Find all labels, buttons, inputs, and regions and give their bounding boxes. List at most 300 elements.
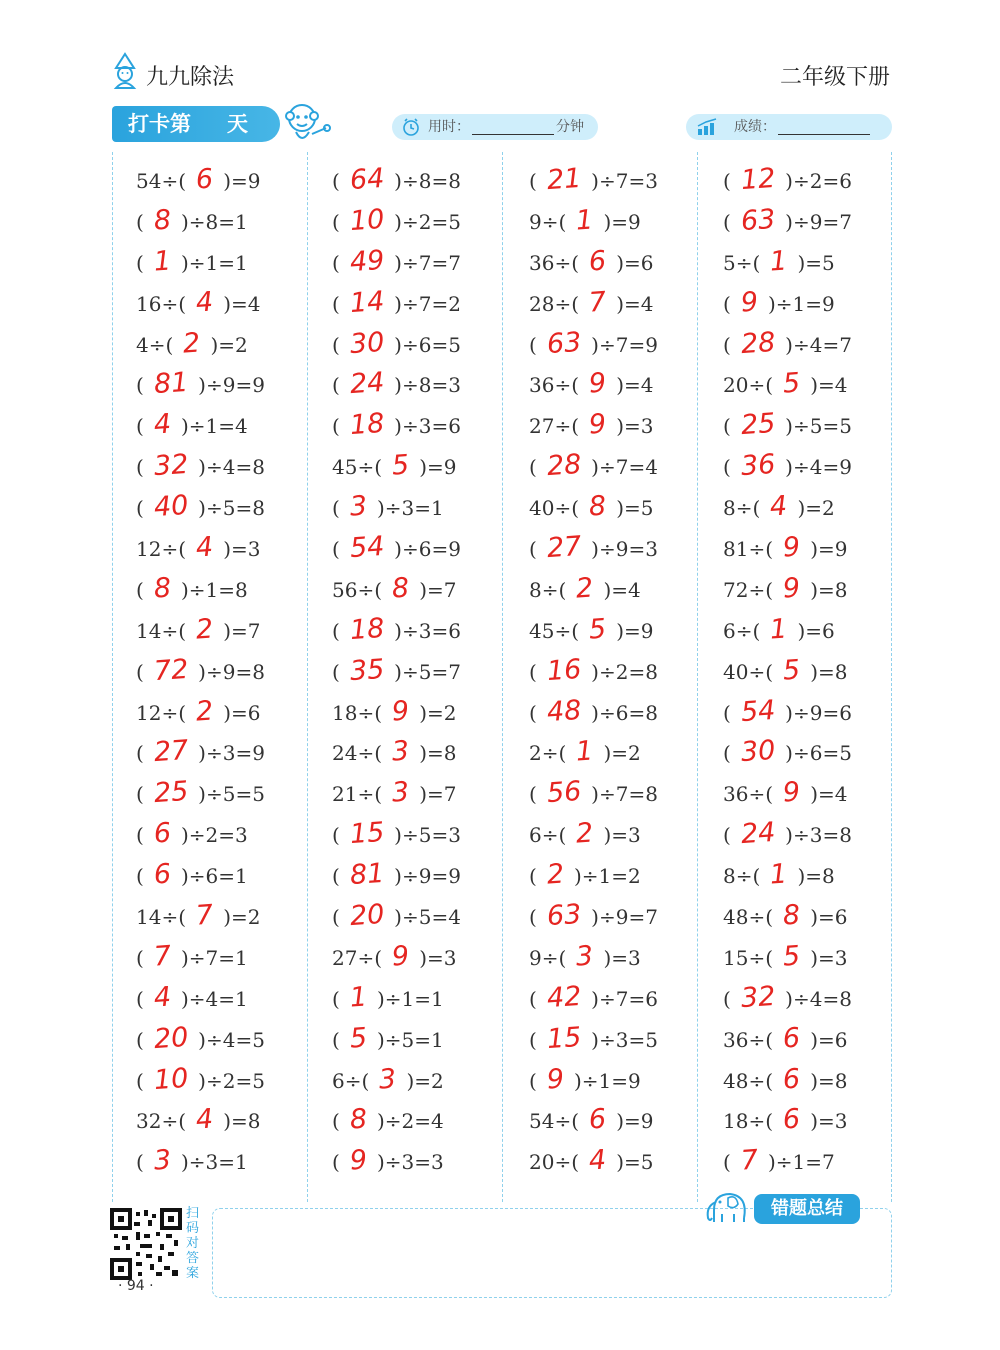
checkin-tab xyxy=(112,106,280,142)
problem-row xyxy=(529,896,658,937)
problem-suffix: )=3 xyxy=(603,823,641,848)
handwritten-answer[interactable]: 9 xyxy=(781,572,802,605)
elephant-icon xyxy=(704,1188,756,1226)
handwritten-answer[interactable]: 9 xyxy=(781,776,802,809)
problem-prefix: ( xyxy=(529,782,537,807)
problem-suffix: )÷1=7 xyxy=(768,1150,835,1175)
handwritten-answer[interactable]: 1 xyxy=(575,735,595,769)
handwritten-answer[interactable]: 2 xyxy=(182,327,202,360)
problem-row xyxy=(723,978,852,1019)
problem-prefix: 20÷( xyxy=(723,373,774,398)
problem-prefix: 40÷( xyxy=(723,659,774,684)
problem-suffix: )÷4=8 xyxy=(785,986,852,1011)
problem-row xyxy=(332,651,461,692)
problem-suffix: )÷1=1 xyxy=(181,250,248,275)
problem-row xyxy=(723,201,852,242)
problem-prefix: ( xyxy=(136,823,144,848)
problem-suffix: )÷3=9 xyxy=(198,741,265,766)
problem-row xyxy=(723,283,852,324)
handwritten-answer[interactable]: 1 xyxy=(769,613,789,646)
handwritten-answer[interactable]: 9 xyxy=(545,1063,565,1096)
problem-prefix: ( xyxy=(136,782,144,807)
page-number: · 94 · xyxy=(118,1278,154,1294)
problem-prefix: 48÷( xyxy=(723,1068,774,1093)
problem-prefix: ( xyxy=(723,1150,731,1175)
handwritten-answer[interactable]: 25 xyxy=(152,776,190,810)
problem-suffix: )=3 xyxy=(419,945,457,970)
handwritten-answer[interactable]: 2 xyxy=(194,695,215,728)
problem-suffix: )=3 xyxy=(603,945,641,970)
handwritten-answer[interactable]: 15 xyxy=(348,817,386,851)
problem-row xyxy=(136,1060,265,1101)
problem-prefix: ( xyxy=(529,1068,537,1093)
problem-prefix: 36÷( xyxy=(723,782,774,807)
problem-row xyxy=(136,283,265,324)
problem-row xyxy=(529,692,658,733)
handwritten-answer[interactable]: 1 xyxy=(575,204,595,237)
problem-row xyxy=(136,1100,265,1141)
problem-suffix: )÷4=1 xyxy=(181,986,248,1011)
handwritten-answer[interactable]: 16 xyxy=(545,653,583,687)
handwritten-answer[interactable]: 25 xyxy=(739,408,777,442)
problem-prefix: ( xyxy=(332,1109,340,1134)
problem-row xyxy=(723,896,852,937)
handwritten-answer[interactable]: 15 xyxy=(545,1021,583,1055)
problem-row xyxy=(332,1100,461,1141)
problem-suffix: )=9 xyxy=(603,209,641,234)
problem-suffix: )÷3=6 xyxy=(394,414,461,439)
handwritten-answer[interactable]: 24 xyxy=(348,367,386,401)
problem-row xyxy=(723,773,852,814)
handwritten-answer[interactable]: 9 xyxy=(781,531,802,564)
problem-row xyxy=(723,446,852,487)
problem-row xyxy=(529,978,658,1019)
handwritten-answer[interactable]: 9 xyxy=(587,408,608,441)
problem-prefix: 12÷( xyxy=(136,537,187,562)
time-input[interactable] xyxy=(472,120,554,135)
problem-suffix: )=9 xyxy=(616,618,654,643)
problem-row xyxy=(529,201,658,242)
handwritten-answer[interactable]: 1 xyxy=(348,981,368,1014)
problem-row xyxy=(332,1141,461,1182)
problem-row xyxy=(136,487,265,528)
problem-prefix: ( xyxy=(136,496,144,521)
time-unit: 分钟 xyxy=(556,119,584,135)
problem-suffix: )÷2=6 xyxy=(785,169,852,193)
problem-suffix: )÷2=3 xyxy=(181,823,248,848)
problem-suffix: )=7 xyxy=(419,782,457,807)
problem-prefix: ( xyxy=(136,659,144,684)
problem-prefix: ( xyxy=(529,1027,537,1052)
problem-suffix: )=5 xyxy=(616,1150,654,1175)
problem-row xyxy=(136,528,265,569)
handwritten-answer[interactable]: 3 xyxy=(390,735,411,769)
handwritten-answer[interactable]: 4 xyxy=(152,408,172,441)
score-input[interactable] xyxy=(778,120,870,135)
problem-suffix: )=6 xyxy=(223,700,261,725)
handwritten-answer[interactable]: 28 xyxy=(545,449,583,483)
problem-prefix: ( xyxy=(332,1027,340,1052)
handwritten-answer[interactable]: 49 xyxy=(348,244,386,278)
problem-suffix: )÷9=7 xyxy=(591,905,658,930)
handwritten-answer[interactable]: 3 xyxy=(378,1063,398,1096)
problem-suffix: )=4 xyxy=(810,373,848,398)
handwritten-answer[interactable]: 6 xyxy=(194,163,215,196)
problem-suffix: )÷4=5 xyxy=(198,1027,265,1052)
problem-row xyxy=(723,814,852,855)
handwritten-answer[interactable]: 6 xyxy=(781,1103,802,1137)
problem-prefix: ( xyxy=(332,659,340,684)
problem-suffix: )=6 xyxy=(810,905,848,930)
problem-suffix: )÷5=5 xyxy=(198,782,265,807)
problem-row xyxy=(723,1060,852,1101)
problem-suffix: )=8 xyxy=(797,864,835,889)
problem-suffix: )÷8=1 xyxy=(181,209,248,234)
problem-suffix: )=2 xyxy=(223,905,261,930)
problem-prefix: 12÷( xyxy=(136,700,187,725)
problem-prefix: 9÷( xyxy=(529,209,567,234)
handwritten-answer[interactable]: 18 xyxy=(348,408,386,442)
handwritten-answer[interactable]: 10 xyxy=(348,203,386,238)
problem-row xyxy=(529,855,658,896)
handwritten-answer[interactable]: 32 xyxy=(739,980,777,1014)
handwritten-answer[interactable]: 8 xyxy=(390,572,411,605)
problem-row xyxy=(332,201,461,242)
handwritten-answer[interactable]: 14 xyxy=(348,285,386,319)
handwritten-answer[interactable]: 3 xyxy=(390,776,411,809)
problem-suffix: )÷9=7 xyxy=(785,209,852,234)
handwritten-answer[interactable]: 32 xyxy=(152,449,190,483)
problem-prefix: ( xyxy=(529,537,537,562)
problem-prefix: ( xyxy=(529,864,537,889)
problem-prefix: 15÷( xyxy=(723,945,774,970)
problem-row xyxy=(529,937,658,978)
handwritten-answer[interactable]: 5 xyxy=(390,449,411,482)
column-divider xyxy=(697,152,698,1202)
problem-prefix: 45÷( xyxy=(332,455,383,480)
handwritten-answer[interactable]: 9 xyxy=(587,367,608,401)
time-field xyxy=(392,114,598,140)
handwritten-answer[interactable]: 30 xyxy=(739,735,777,769)
problem-row xyxy=(529,405,658,446)
handwritten-answer[interactable]: 64 xyxy=(348,162,386,197)
problem-prefix: ( xyxy=(332,823,340,848)
problem-suffix: )÷8=3 xyxy=(394,373,461,398)
handwritten-answer[interactable]: 81 xyxy=(152,367,190,401)
handwritten-answer[interactable]: 4 xyxy=(587,1144,608,1177)
gnome-logo-icon xyxy=(110,52,140,90)
problem-row xyxy=(136,364,265,405)
problem-suffix: )=2 xyxy=(210,332,248,357)
problem-column-3 xyxy=(529,160,658,1182)
handwritten-answer[interactable]: 24 xyxy=(739,817,777,851)
handwritten-answer[interactable]: 8 xyxy=(587,490,608,523)
problem-suffix: )=2 xyxy=(603,741,641,766)
problem-prefix: 21÷( xyxy=(332,782,383,807)
problem-suffix: )÷5=4 xyxy=(394,905,461,930)
problem-row xyxy=(529,651,658,692)
problem-suffix: )÷7=6 xyxy=(591,986,658,1011)
handwritten-answer[interactable]: 12 xyxy=(739,162,777,197)
problem-row xyxy=(332,855,461,896)
problem-prefix: 8÷( xyxy=(723,864,761,889)
problem-row xyxy=(529,814,658,855)
problem-row xyxy=(723,937,852,978)
problem-row xyxy=(529,324,658,365)
problem-row xyxy=(723,528,852,569)
handwritten-answer[interactable]: 27 xyxy=(152,735,190,769)
handwritten-answer[interactable]: 5 xyxy=(348,1022,368,1055)
problem-row xyxy=(332,283,461,324)
problem-suffix: )=6 xyxy=(797,618,835,643)
handwritten-answer[interactable]: 35 xyxy=(348,653,386,687)
problem-row xyxy=(332,1060,461,1101)
handwritten-answer[interactable]: 2 xyxy=(575,572,595,605)
handwritten-answer[interactable]: 7 xyxy=(739,1144,759,1177)
handwritten-answer[interactable]: 40 xyxy=(152,489,190,524)
handwritten-answer[interactable]: 18 xyxy=(348,612,386,646)
problem-prefix: 32÷( xyxy=(136,1109,187,1134)
problem-prefix: ( xyxy=(332,250,340,275)
problem-suffix: )÷3=3 xyxy=(377,1150,444,1175)
problem-prefix: 81÷( xyxy=(723,537,774,562)
problem-suffix: )=9 xyxy=(810,537,848,562)
problem-prefix: ( xyxy=(332,537,340,562)
problem-row xyxy=(332,1019,461,1060)
handwritten-answer[interactable]: 5 xyxy=(781,654,802,687)
problem-prefix: ( xyxy=(136,945,144,970)
handwritten-answer[interactable]: 6 xyxy=(152,817,172,850)
problem-row xyxy=(332,610,461,651)
problem-prefix: ( xyxy=(332,496,340,521)
problem-row xyxy=(529,160,658,201)
handwritten-answer[interactable]: 20 xyxy=(348,898,386,933)
mistake-summary-tab: 错题总结 xyxy=(754,1194,860,1224)
problem-suffix: )=8 xyxy=(223,1109,261,1134)
handwritten-answer[interactable]: 3 xyxy=(152,1144,172,1177)
handwritten-answer[interactable]: 4 xyxy=(152,981,172,1014)
problem-prefix: ( xyxy=(332,905,340,930)
handwritten-answer[interactable]: 7 xyxy=(152,940,172,973)
handwritten-answer[interactable]: 6 xyxy=(587,245,608,278)
problem-row xyxy=(136,651,265,692)
problem-row xyxy=(529,1019,658,1060)
handwritten-answer[interactable]: 54 xyxy=(348,530,386,565)
problem-prefix: ( xyxy=(136,986,144,1011)
handwritten-answer[interactable]: 2 xyxy=(194,613,215,646)
problem-suffix: )÷7=7 xyxy=(394,250,461,275)
handwritten-answer[interactable]: 8 xyxy=(781,899,802,932)
problem-suffix: )=4 xyxy=(616,373,654,398)
handwritten-answer[interactable]: 7 xyxy=(587,286,608,319)
problem-suffix: )=3 xyxy=(810,1109,848,1134)
problem-row xyxy=(529,773,658,814)
problem-prefix: ( xyxy=(723,169,731,193)
handwritten-answer[interactable]: 1 xyxy=(152,245,172,278)
handwritten-answer[interactable]: 6 xyxy=(781,1022,802,1055)
qr-code-icon[interactable] xyxy=(110,1208,182,1280)
handwritten-answer[interactable]: 4 xyxy=(194,1103,215,1137)
problem-row xyxy=(136,732,265,773)
handwritten-answer[interactable]: 3 xyxy=(348,490,368,523)
handwritten-answer[interactable]: 72 xyxy=(152,653,190,687)
handwritten-answer[interactable]: 28 xyxy=(739,326,777,360)
handwritten-answer[interactable]: 6 xyxy=(152,858,172,891)
handwritten-answer[interactable]: 27 xyxy=(545,530,583,565)
handwritten-answer[interactable]: 3 xyxy=(575,940,595,973)
handwritten-answer[interactable]: 63 xyxy=(545,898,583,933)
problem-prefix: ( xyxy=(723,823,731,848)
handwritten-answer[interactable]: 1 xyxy=(769,245,789,278)
problem-prefix: ( xyxy=(529,986,537,1011)
problem-prefix: 72÷( xyxy=(723,577,774,602)
problem-row xyxy=(136,242,265,283)
problem-row xyxy=(136,160,265,201)
problem-prefix: ( xyxy=(136,373,144,398)
handwritten-answer[interactable]: 63 xyxy=(545,326,583,360)
problem-prefix: ( xyxy=(723,455,731,480)
problem-suffix: )÷2=8 xyxy=(591,659,658,684)
problem-suffix: )=4 xyxy=(223,291,261,316)
problem-suffix: )÷1=9 xyxy=(574,1068,641,1093)
problem-row xyxy=(332,814,461,855)
problem-row xyxy=(723,364,852,405)
handwritten-answer[interactable]: 5 xyxy=(781,940,802,973)
problem-prefix: ( xyxy=(136,209,144,234)
problem-row xyxy=(136,610,265,651)
handwritten-answer[interactable]: 36 xyxy=(739,449,777,483)
problem-prefix: 18÷( xyxy=(723,1109,774,1134)
handwritten-answer[interactable]: 6 xyxy=(781,1063,802,1096)
problem-row xyxy=(723,487,852,528)
handwritten-answer[interactable]: 4 xyxy=(769,490,789,523)
handwritten-answer[interactable]: 8 xyxy=(348,1103,368,1137)
problem-suffix: )÷7=8 xyxy=(591,782,658,807)
problem-suffix: )=7 xyxy=(223,618,261,643)
problem-row xyxy=(723,242,852,283)
handwritten-answer[interactable]: 48 xyxy=(545,694,583,728)
handwritten-answer[interactable]: 4 xyxy=(194,286,215,319)
problem-suffix: )=3 xyxy=(223,537,261,562)
problem-prefix: ( xyxy=(136,577,144,602)
problem-suffix: )÷3=6 xyxy=(394,618,461,643)
time-label: 用时： xyxy=(428,119,470,135)
handwritten-answer[interactable]: 7 xyxy=(194,899,215,932)
handwritten-answer[interactable]: 1 xyxy=(769,858,789,891)
handwritten-answer[interactable]: 5 xyxy=(781,367,802,401)
problem-suffix: )=9 xyxy=(223,169,261,193)
problem-row xyxy=(136,814,265,855)
problem-row xyxy=(332,937,461,978)
problem-prefix: 4÷( xyxy=(136,332,174,357)
handwritten-answer[interactable]: 20 xyxy=(152,1021,190,1055)
handwritten-answer[interactable]: 9 xyxy=(348,1144,368,1177)
handwritten-answer[interactable]: 63 xyxy=(739,203,777,238)
problem-row xyxy=(529,1100,658,1141)
grade-label: 二年级下册 xyxy=(779,65,890,90)
problem-row xyxy=(723,651,852,692)
problem-row xyxy=(332,405,461,446)
problem-prefix: 6÷( xyxy=(723,618,761,643)
problem-row xyxy=(529,446,658,487)
problem-prefix: ( xyxy=(332,373,340,398)
handwritten-answer[interactable]: 10 xyxy=(152,1062,190,1096)
problem-suffix: )÷2=5 xyxy=(394,209,461,234)
problem-prefix: ( xyxy=(136,1027,144,1052)
handwritten-answer[interactable]: 9 xyxy=(739,286,759,319)
handwritten-answer[interactable]: 9 xyxy=(390,940,411,973)
handwritten-answer[interactable]: 21 xyxy=(545,162,583,197)
problem-row xyxy=(332,242,461,283)
problem-suffix: )÷5=7 xyxy=(394,659,461,684)
problem-prefix: 54÷( xyxy=(529,1109,580,1134)
problem-suffix: )=6 xyxy=(810,1027,848,1052)
handwritten-answer[interactable]: 2 xyxy=(575,817,595,850)
handwritten-answer[interactable]: 6 xyxy=(587,1103,608,1137)
problem-prefix: ( xyxy=(136,455,144,480)
handwritten-answer[interactable]: 56 xyxy=(545,776,583,810)
score-field xyxy=(686,114,892,140)
handwritten-answer[interactable]: 8 xyxy=(152,572,172,605)
problem-prefix: ( xyxy=(136,864,144,889)
problem-suffix: )÷9=9 xyxy=(198,373,265,398)
problem-column-1 xyxy=(136,160,265,1182)
problem-suffix: )÷2=5 xyxy=(198,1068,265,1093)
problem-prefix: ( xyxy=(332,618,340,643)
handwritten-answer[interactable]: 2 xyxy=(545,858,565,891)
problem-row xyxy=(332,773,461,814)
handwritten-answer[interactable]: 30 xyxy=(348,326,386,360)
problem-row xyxy=(529,732,658,773)
handwritten-answer[interactable]: 54 xyxy=(739,694,777,728)
problem-suffix: )÷5=3 xyxy=(394,823,461,848)
handwritten-answer[interactable]: 9 xyxy=(390,695,411,728)
problem-suffix: )÷4=9 xyxy=(785,455,852,480)
problem-row xyxy=(529,242,658,283)
problem-suffix: )÷3=1 xyxy=(181,1150,248,1175)
problem-prefix: ( xyxy=(332,1150,340,1175)
problem-prefix: 36÷( xyxy=(529,250,580,275)
problem-suffix: )÷9=6 xyxy=(785,700,852,725)
problem-prefix: ( xyxy=(723,332,731,357)
problem-row xyxy=(332,446,461,487)
problem-suffix: )÷5=1 xyxy=(377,1027,444,1052)
problem-suffix: )=7 xyxy=(419,577,457,602)
problem-prefix: ( xyxy=(529,455,537,480)
problem-prefix: 54÷( xyxy=(136,169,187,193)
problem-suffix: )=4 xyxy=(603,577,641,602)
problem-prefix: ( xyxy=(723,700,731,725)
problem-row xyxy=(136,937,265,978)
problem-prefix: 48÷( xyxy=(723,905,774,930)
handwritten-answer[interactable]: 81 xyxy=(348,857,386,892)
handwritten-answer[interactable]: 5 xyxy=(587,613,608,646)
problem-suffix: )÷1=4 xyxy=(181,414,248,439)
problem-suffix: )÷3=8 xyxy=(785,823,852,848)
handwritten-answer[interactable]: 8 xyxy=(152,204,172,237)
problem-prefix: 27÷( xyxy=(332,945,383,970)
problem-suffix: )=8 xyxy=(810,659,848,684)
column-divider xyxy=(307,152,308,1202)
problem-row xyxy=(136,896,265,937)
handwritten-answer[interactable]: 4 xyxy=(194,531,215,564)
problem-prefix: ( xyxy=(136,414,144,439)
problem-suffix: )÷5=5 xyxy=(785,414,852,439)
handwritten-answer[interactable]: 42 xyxy=(545,980,583,1014)
problem-row xyxy=(332,896,461,937)
problem-row xyxy=(136,978,265,1019)
problem-prefix: ( xyxy=(136,1068,144,1093)
